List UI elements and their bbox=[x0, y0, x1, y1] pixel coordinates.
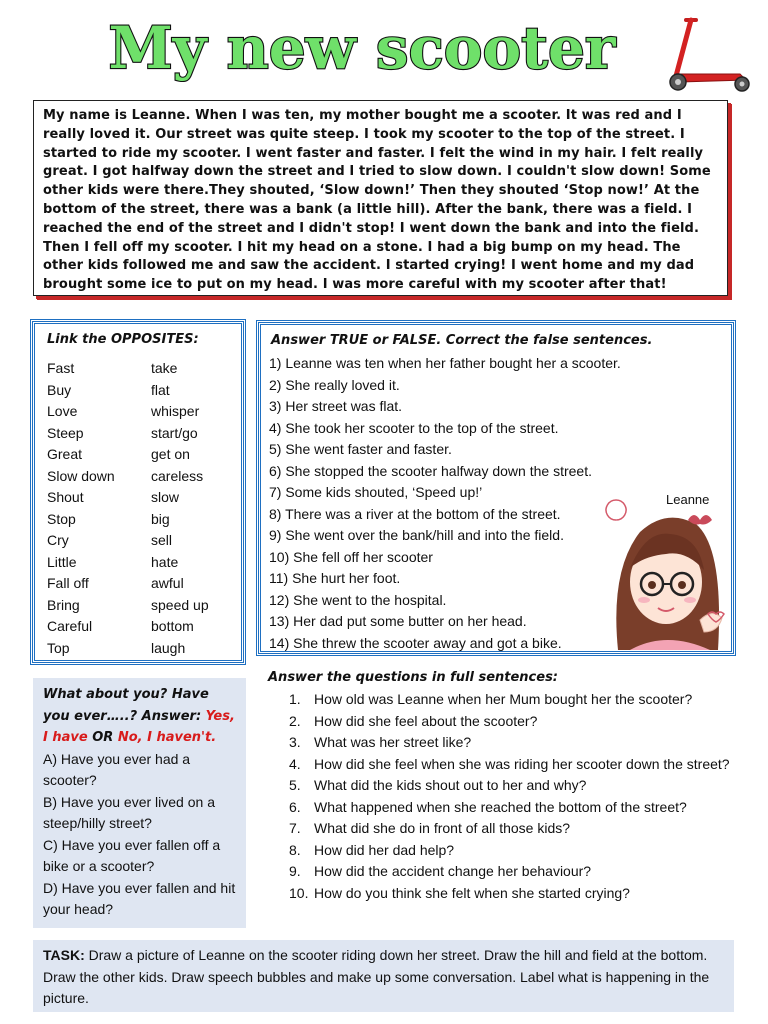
about-you-question: B) Have you ever lived on a steep/hilly street? bbox=[43, 793, 215, 831]
opposite-match: laugh bbox=[151, 639, 186, 656]
opposite-word: Shout bbox=[47, 489, 84, 505]
question-item: 9. How did the accident change her behaviour? bbox=[289, 863, 592, 879]
question-text: What did she do in front of all those kids? bbox=[314, 820, 571, 836]
question-item: 6. What happened when she reached the bottom of the street? bbox=[289, 798, 687, 815]
opposite-match: get on bbox=[151, 446, 190, 462]
answer-yes: Yes, I have bbox=[43, 708, 235, 745]
tf-statement: 2) She really loved it. bbox=[269, 376, 400, 393]
question-text: How did the accident change her behaviour? bbox=[314, 863, 592, 879]
tf-statement: 14) She threw the scooter away and got a bike. bbox=[269, 634, 562, 651]
page-title bbox=[62, 12, 662, 82]
opposite-match: take bbox=[151, 360, 178, 376]
question-item: 1. How old was Leanne when her Mum bought her the scooter? bbox=[289, 691, 693, 707]
about-you-box bbox=[33, 678, 246, 928]
tf-statement: 10) She fell off her scooter bbox=[269, 548, 433, 565]
opposites-left-list bbox=[47, 358, 115, 659]
true-false-heading: Answer TRUE or FALSE. Correct the false sentences. bbox=[271, 333, 653, 348]
tf-statement: 6) She stopped the scooter halfway down the street. bbox=[269, 462, 592, 479]
opposite-match: speed up bbox=[151, 596, 209, 613]
question-item: 2. How did she feel about the scooter? bbox=[289, 712, 538, 729]
question-text: What happened when she reached the bottom of the street? bbox=[314, 798, 687, 815]
question-text: How did her dad help? bbox=[314, 841, 455, 858]
opposite-match: bottom bbox=[151, 618, 194, 634]
question-text: How old was Leanne when her Mum bought her the scooter? bbox=[314, 691, 693, 707]
about-you-question: C) Have you ever fallen off a bike or a scooter? bbox=[43, 836, 221, 874]
leanne-label: Leanne bbox=[666, 492, 710, 507]
tf-statement: 9) She went over the bank/hill and into the field. bbox=[269, 527, 564, 543]
question-text: What did the kids shout out to her and why? bbox=[314, 777, 587, 793]
leanne-illustration bbox=[600, 490, 730, 650]
opposite-match: careless bbox=[151, 467, 204, 484]
tf-statement: 3) Her street was flat. bbox=[269, 398, 403, 414]
opposite-word: Bring bbox=[47, 596, 80, 613]
scooter-icon bbox=[660, 14, 756, 94]
tf-statement: 13) Her dad put some butter on her head. bbox=[269, 613, 527, 629]
opposite-word: Steep bbox=[47, 424, 84, 441]
opposite-word: Little bbox=[47, 553, 77, 570]
opposite-word: Careful bbox=[47, 618, 93, 634]
question-item: 8. How did her dad help? bbox=[289, 841, 455, 858]
opposites-right-list bbox=[151, 358, 209, 659]
opposite-match: flat bbox=[151, 381, 170, 398]
task-text: Draw a picture of Leanne on the scooter riding down her street. Draw the hill and field at the bottom. Draw the other kids. Draw speech bubbles and make up some conversation. Label what is happening in the picture. bbox=[43, 947, 710, 1006]
answer-or: OR bbox=[92, 730, 114, 745]
question-item: 5. What did the kids shout out to her and why? bbox=[289, 777, 587, 793]
opposite-word: Fall off bbox=[47, 575, 89, 591]
full-sentences-heading: Answer the questions in full sentences: bbox=[268, 670, 559, 685]
story-text: My name is Leanne. When I was ten, my mother bought me a scooter. It was red and I really loved it. Our street was quite steep. I took my scooter to the top of the street. I started to ride my scooter. I went faster and faster. I felt the wind in my hair. I felt really great. I got halfway down the street and I tried to slow down. I couldn't slow down! Some other kids were there.They shouted, ‘Slow down!’ Then they shouted ‘Stop now!’ At the bottom of the street, there was a bank (a little hill). After the bank, there was a field. I reached the end of the street and I didn't stop! I went down the bank and into the field. Then I fell off my scooter. I hit my head on a stone. I had a big bump on my head. The other kids followed me and saw the accident. I started crying! I went home and my dad brought some ice to put on my head. I was more careful with my scooter after that! bbox=[43, 108, 711, 293]
task-label: TASK: bbox=[43, 947, 85, 963]
about-you-intro bbox=[43, 684, 236, 749]
question-text: How do you think she felt when she started crying? bbox=[314, 884, 630, 901]
tf-statement: 11) She hurt her foot. bbox=[269, 570, 401, 586]
tf-statement: 7) Some kids shouted, ‘Speed up!’ bbox=[269, 484, 483, 500]
page-title-text: My new scooter bbox=[108, 14, 616, 82]
task-box bbox=[33, 940, 734, 1012]
opposite-word: Great bbox=[47, 446, 83, 462]
question-text: How did she feel about the scooter? bbox=[314, 712, 538, 729]
answer-no: No, I haven't. bbox=[117, 730, 217, 745]
tf-statement: 4) She took her scooter to the top of the street. bbox=[269, 419, 559, 436]
opposite-match: hate bbox=[151, 553, 179, 570]
opposite-match: start/go bbox=[151, 424, 198, 441]
story-box bbox=[33, 100, 728, 296]
question-text: How did she feel when she was riding her scooter down the street? bbox=[314, 755, 730, 772]
tf-statement: 5) She went faster and faster. bbox=[269, 441, 452, 457]
opposite-word: Buy bbox=[47, 381, 72, 398]
opposite-match: sell bbox=[151, 532, 173, 548]
opposite-match: big bbox=[151, 510, 170, 527]
opposite-word: Stop bbox=[47, 510, 76, 527]
opposite-word: Love bbox=[47, 403, 78, 419]
opposites-heading: Link the OPPOSITES: bbox=[47, 332, 199, 347]
about-you-intro-text: What about you? Have you ever…..? Answer: bbox=[43, 687, 209, 724]
tf-statement: 8) There was a river at the bottom of the street. bbox=[269, 505, 561, 522]
opposite-word: Cry bbox=[47, 532, 69, 548]
opposite-word: Fast bbox=[47, 360, 75, 376]
question-text: What was her street like? bbox=[314, 734, 472, 750]
true-false-list bbox=[269, 353, 621, 654]
question-item: 7. What did she do in front of all those kids? bbox=[289, 820, 571, 836]
question-item: 3. What was her street like? bbox=[289, 734, 472, 750]
about-you-question: A) Have you ever had a scooter? bbox=[43, 750, 191, 788]
opposites-box bbox=[32, 321, 244, 663]
opposite-word: Slow down bbox=[47, 467, 115, 484]
question-item: 10. How do you think she felt when she started crying? bbox=[289, 884, 630, 901]
full-sentences-list bbox=[284, 689, 734, 904]
tf-statement: 1) Leanne was ten when her father bought her a scooter. bbox=[269, 355, 621, 371]
opposite-match: whisper bbox=[151, 403, 200, 419]
opposite-word: Top bbox=[47, 639, 70, 656]
question-item: 4. How did she feel when she was riding her scooter down the street? bbox=[289, 755, 730, 772]
tf-statement: 12) She went to the hospital. bbox=[269, 591, 447, 608]
about-you-question: D) Have you ever fallen and hit your head? bbox=[43, 879, 236, 917]
opposite-match: awful bbox=[151, 575, 184, 591]
opposite-match: slow bbox=[151, 489, 180, 505]
